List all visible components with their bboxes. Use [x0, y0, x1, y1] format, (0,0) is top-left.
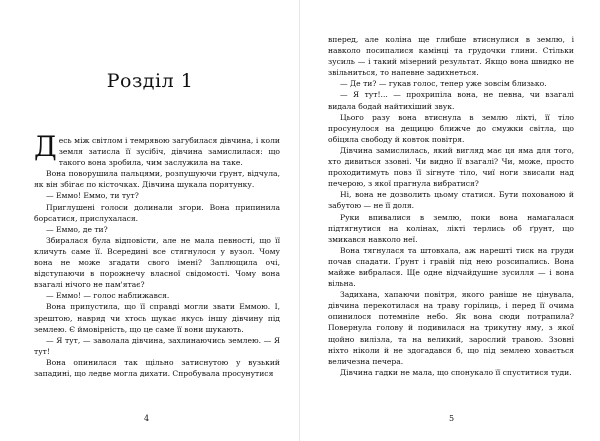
first-paragraph — [34, 130, 280, 168]
paragraph: — Еммо! Еммо, ти тут? — [46, 191, 139, 201]
paragraph: Приглушені голоси долинали згори. Вона припинила борсатися, прислухалася. — [34, 202, 280, 223]
paragraph: — Я тут!... — прохрипіла вона, не певна, чи взагалі видала бодай найтихіший звук. — [328, 90, 574, 111]
paragraph: Цього разу вона втиснула в землю лікті, її тіло просунулося на дещицю ближче до смужки світла, що обіцяла свободу й ковток повітря. — [328, 112, 574, 144]
paragraph: Збиралася була відповісти, але не мала певності, що її кличуть саме її. Всередині все стягнулося у вузол. Чому вона не може згадати свого імені? Заплющила очі, відступаючи в порожнечу власної свідомості. Чому вона взагалі нічого не пам'ятає? — [34, 235, 280, 290]
paragraph: Задихана, хапаючи повітря, якого раніше не цінувала, дівчина перекотилася на траву горілиць, і перед її очима опинилося потемніле небо. Як вона сюди потрапила? Повернула голову й подивилася на трикутну яму, з якої щойно вилізла, та на великий, зарослий травою. Ззовні ніхто ніколи й не здогадався б, що під землею ховається величезна печера. — [328, 290, 574, 366]
continuation-paragraph: вперед, але коліна ще глибше втиснулися в землю, і навколо посипалися камінці та грудочки глини. Стільки зусиль — і такий мізерний результат. Якщо вона швидко не звільниться, то напевне задихнеться. — [328, 35, 574, 78]
page-number-left: 4 — [144, 414, 150, 423]
paragraph: Дівчина замислилась, який вигляд має ця яма для того, хто дивиться ззовні. Чи видно її взагалі? Чи, може, просто проходитимуть повз її зігнуте тіло, чиї ноги звисали над печерою, з якої прагнула вибратися? — [328, 145, 574, 189]
right-page — [300, 0, 600, 441]
paragraph: — Еммо, де ти? — [46, 224, 108, 234]
paragraph: — Я тут, — заволала дівчина, захлинаючись землею. — Я тут! — [34, 335, 280, 356]
page-number-right: 5 — [449, 414, 455, 423]
paragraph: Вона поворушила пальцями, розпушуючи ґрунт, відчула, як він збігає по кісточках. Дівчина шукала порятунку. — [34, 169, 280, 190]
paragraph: Руки впивалися в землю, поки вона намагалася підтягнутися на колінах, лікті терлись об ґрунт, що змикався навколо неї. — [328, 212, 574, 244]
paragraph: Дівчина гадки не мала, що спонукало її спуститися туди. — [340, 367, 572, 377]
first-paragraph-text: есь між світлом і темрявою загубилася дівчина, і коли земля затисла її зусібіч, дівчина замислилася: що такого вона зробила, чим заслужила на таке. — [58, 136, 280, 168]
paragraph: Вона тягнулася та штовхала, аж нарешті тиск на груди почав спадати. Ґрунт і гравій під нею розсипались. Вона майже вибралася. Ще одне відчайдушне зусилля — і вона вільна. — [328, 245, 574, 289]
chapter-title: Розділ 1 — [106, 70, 194, 92]
paragraph: Вона припустила, що її справді могли звати Еммою. І, зрештою, навряд чи хтось шукає якусь іншу дівчину під землею. Є ймовірність, що це саме її вони шукають. — [34, 302, 280, 334]
drop-cap: Д — [34, 130, 57, 163]
paragraph: — Де ти? — гукав голос, тепер уже зовсім близько. — [340, 79, 547, 89]
left-body-text — [34, 130, 280, 379]
right-body-text — [328, 34, 574, 378]
paragraph: Вона опинилася так щільно затиснутою у вузький западині, що ледве могла дихати. Спробувала просунутися — [34, 357, 280, 378]
paragraph: Ні, вона не дозволить цьому статися. Бути похованою й забутою — не її доля. — [328, 190, 574, 211]
paragraph: — Еммо! — голос наближався. — [46, 291, 170, 301]
